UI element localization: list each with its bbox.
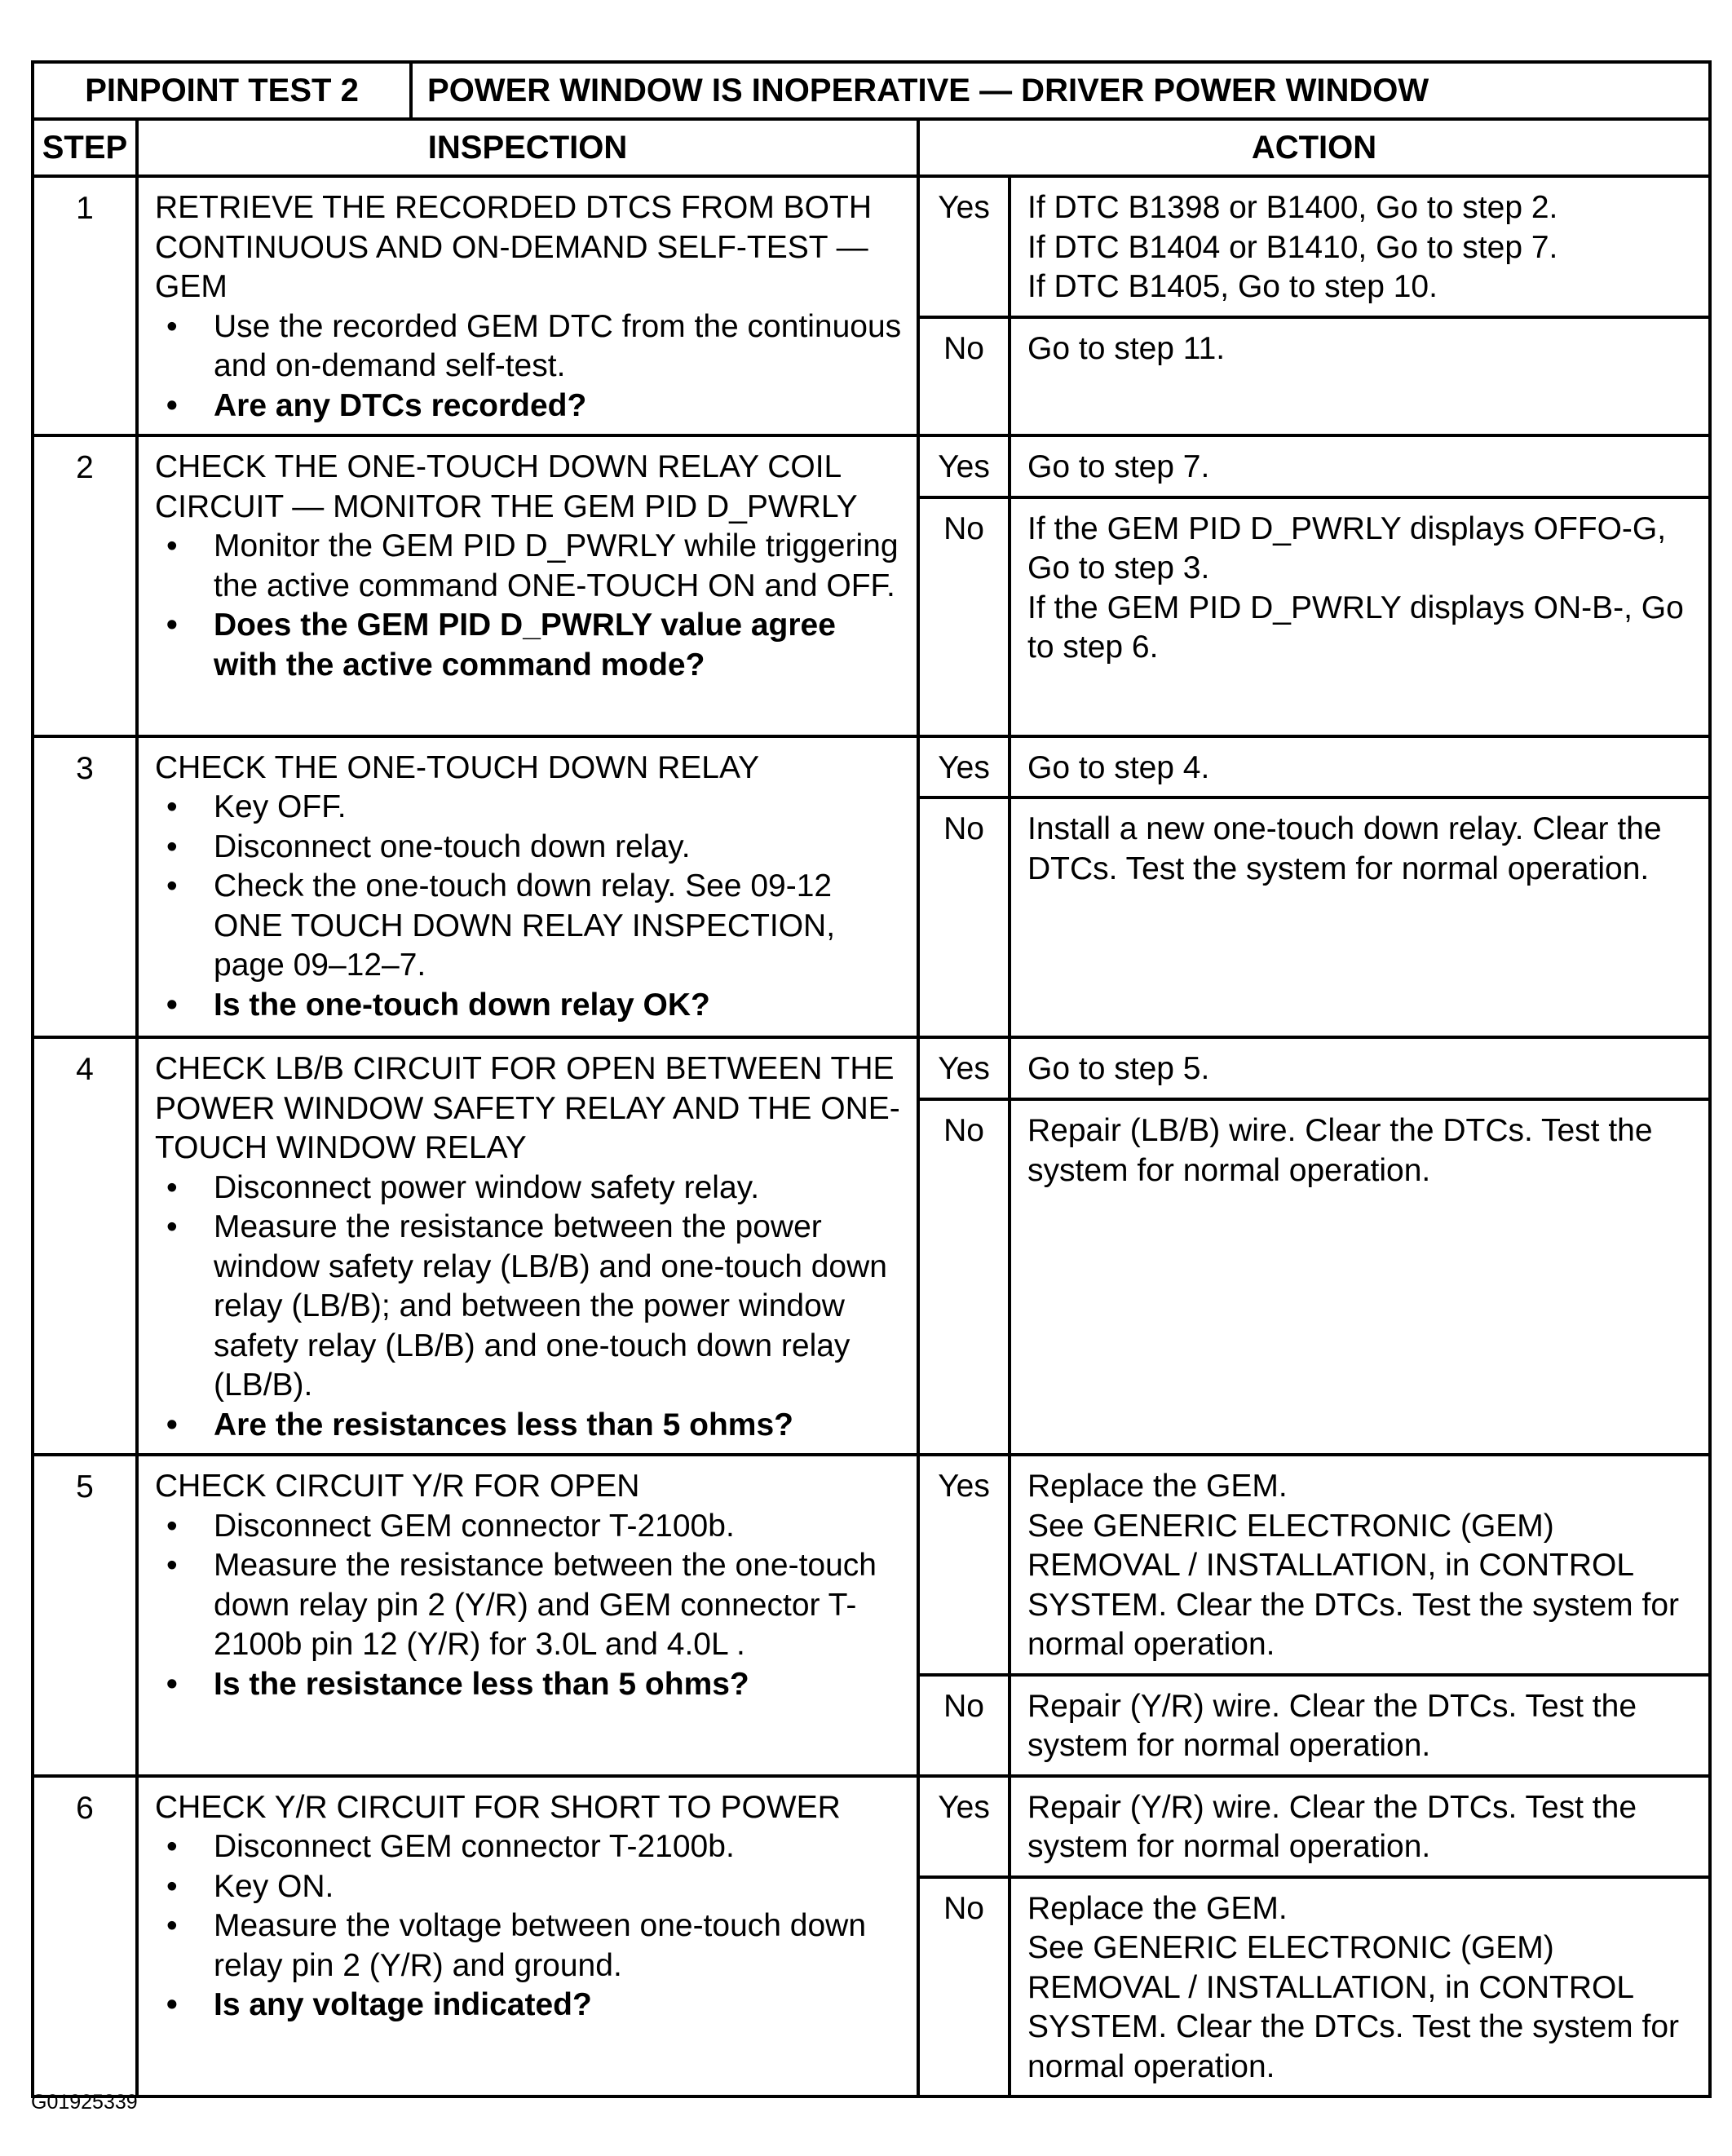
title-row: [33, 62, 1710, 119]
pinpoint-test-table: [31, 60, 1712, 2098]
step-inspection: [137, 1455, 918, 1776]
action-line: Go to step 5.: [1027, 1051, 1210, 1086]
step-inspection: [137, 736, 918, 1038]
yes-answer: Yes: [918, 1037, 1010, 1099]
step-question: • Is the resistance less than 5 ohms?: [155, 1665, 905, 1705]
action-line: Replace the GEM.: [1027, 1890, 1288, 1926]
action-line: See GENERIC ELECTRONIC (GEM) REMOVAL / INSTALLATION, in CONTROL SYSTEM. Clear the DTCs. Test the system for normal operation.: [1027, 1508, 1680, 1662]
yes-answer: Yes: [918, 435, 1010, 497]
step-title: CHECK THE ONE-TOUCH DOWN RELAY COIL CIRCUIT — MONITOR THE GEM PID D_PWRLY: [155, 449, 858, 524]
step-bullet: • Check the one-touch down relay. See 09-12 ONE TOUCH DOWN RELAY INSPECTION, page 09–12–7.: [155, 867, 905, 986]
action-line: See GENERIC ELECTRONIC (GEM) REMOVAL / INSTALLATION, in CONTROL SYSTEM. Clear the DTCs. Test the system for normal operation.: [1027, 1930, 1680, 2084]
step-bullet: • Monitor the GEM PID D_PWRLY while triggering the active command ONE-TOUCH ON and OFF.: [155, 527, 905, 606]
action-cell: [1010, 1037, 1710, 1099]
step-title: CHECK THE ONE-TOUCH DOWN RELAY: [155, 749, 760, 785]
step-number: 1: [33, 176, 137, 435]
action-line: If DTC B1405, Go to step 10.: [1027, 269, 1438, 304]
step-question: • Are any DTCs recorded?: [155, 387, 905, 426]
action-line: If DTC B1398 or B1400, Go to step 2.: [1027, 190, 1558, 225]
col-step-header: STEP: [33, 119, 137, 176]
step-bullet: • Measure the voltage between one-touch down relay pin 2 (Y/R) and ground.: [155, 1906, 905, 1986]
step-number: 3: [33, 736, 137, 1038]
step-bullet: • Key OFF.: [155, 788, 905, 828]
step-bullet: • Key ON.: [155, 1867, 905, 1907]
action-line: Repair (Y/R) wire. Clear the DTCs. Test the system for normal operation.: [1027, 1789, 1637, 1864]
action-line: If the GEM PID D_PWRLY displays OFFO-G, Go to step 3.: [1027, 510, 1667, 585]
step-inspection: [137, 1037, 918, 1455]
step-bullet: • Disconnect GEM connector T-2100b.: [155, 1507, 905, 1547]
step-title: CHECK CIRCUIT Y/R FOR OPEN: [155, 1469, 640, 1504]
step-2-result-row: [33, 435, 1710, 497]
step-title: CHECK LB/B CIRCUIT FOR OPEN BETWEEN THE POWER WINDOW SAFETY RELAY AND THE ONE-TOUCH WINDOW RELAY: [155, 1051, 900, 1165]
action-cell: [1010, 497, 1710, 736]
step-3-result-row: [33, 736, 1710, 798]
step-inspection: [137, 1776, 918, 2097]
step-4-result-row: [33, 1037, 1710, 1099]
action-cell: [1010, 1455, 1710, 1675]
action-line: Install a new one-touch down relay. Clear the DTCs. Test the system for normal operation.: [1027, 811, 1662, 886]
step-question: • Does the GEM PID D_PWRLY value agree with the active command mode?: [155, 606, 905, 685]
step-number: 6: [33, 1776, 137, 2097]
step-6-result-row: [33, 1776, 1710, 1877]
action-line: If the GEM PID D_PWRLY displays ON-B-, Go to step 6.: [1027, 590, 1684, 665]
action-line: Go to step 11.: [1027, 331, 1226, 367]
no-answer: No: [918, 797, 1010, 1037]
step-inspection: [137, 435, 918, 736]
step-bullet: • Use the recorded GEM DTC from the continuous and on-demand self-test.: [155, 307, 905, 387]
figure-code: G01925339: [31, 2091, 138, 2114]
step-bullet: • Disconnect one-touch down relay.: [155, 828, 905, 868]
column-header-row: [33, 119, 1710, 176]
action-cell: [1010, 1877, 1710, 2097]
action-cell: [1010, 797, 1710, 1037]
step-bullet: • Measure the resistance between the power window safety relay (LB/B) and one-touch down relay (LB/B); and between the power window safety relay (LB/B) and one-touch down relay (LB/B).: [155, 1208, 905, 1406]
yes-answer: Yes: [918, 736, 1010, 798]
step-number: 2: [33, 435, 137, 736]
no-answer: No: [918, 1099, 1010, 1455]
test-label: PINPOINT TEST 2: [33, 62, 411, 119]
no-answer: No: [918, 497, 1010, 736]
step-number: 4: [33, 1037, 137, 1455]
yes-answer: Yes: [918, 176, 1010, 317]
yes-answer: Yes: [918, 1455, 1010, 1675]
action-line: Go to step 4.: [1027, 749, 1210, 785]
step-inspection: [137, 176, 918, 435]
action-line: Repair (Y/R) wire. Clear the DTCs. Test the system for normal operation.: [1027, 1688, 1637, 1763]
step-bullet: • Disconnect GEM connector T-2100b.: [155, 1827, 905, 1867]
step-title: RETRIEVE THE RECORDED DTCS FROM BOTH CONTINUOUS AND ON-DEMAND SELF-TEST — GEM: [155, 190, 873, 304]
action-cell: [1010, 1099, 1710, 1455]
step-number: 5: [33, 1455, 137, 1776]
step-question: • Is any voltage indicated?: [155, 1986, 905, 2026]
no-answer: No: [918, 317, 1010, 435]
no-answer: No: [918, 1877, 1010, 2097]
action-cell: [1010, 1776, 1710, 1877]
action-cell: [1010, 317, 1710, 435]
action-line: Replace the GEM.: [1027, 1469, 1288, 1504]
no-answer: No: [918, 1675, 1010, 1776]
step-bullet: • Disconnect power window safety relay.: [155, 1169, 905, 1208]
step-question: • Is the one-touch down relay OK?: [155, 986, 905, 1026]
test-title: POWER WINDOW IS INOPERATIVE — DRIVER POWER WINDOW: [411, 62, 1710, 119]
step-title: CHECK Y/R CIRCUIT FOR SHORT TO POWER: [155, 1789, 841, 1825]
yes-answer: Yes: [918, 1776, 1010, 1877]
action-line: If DTC B1404 or B1410, Go to step 7.: [1027, 229, 1558, 265]
action-line: Go to step 7.: [1027, 449, 1210, 484]
step-question: • Are the resistances less than 5 ohms?: [155, 1406, 905, 1446]
step-1-result-row: [33, 176, 1710, 317]
action-cell: [1010, 1675, 1710, 1776]
action-cell: [1010, 176, 1710, 317]
step-5-result-row: [33, 1455, 1710, 1675]
action-cell: [1010, 736, 1710, 798]
action-line: Repair (LB/B) wire. Clear the DTCs. Test the system for normal operation.: [1027, 1113, 1653, 1188]
step-bullet: • Measure the resistance between the one-touch down relay pin 2 (Y/R) and GEM connector T-2100b pin 12 (Y/R) for 3.0L and 4.0L .: [155, 1546, 905, 1665]
action-cell: [1010, 435, 1710, 497]
col-action-header: ACTION: [918, 119, 1710, 176]
col-inspection-header: INSPECTION: [137, 119, 918, 176]
